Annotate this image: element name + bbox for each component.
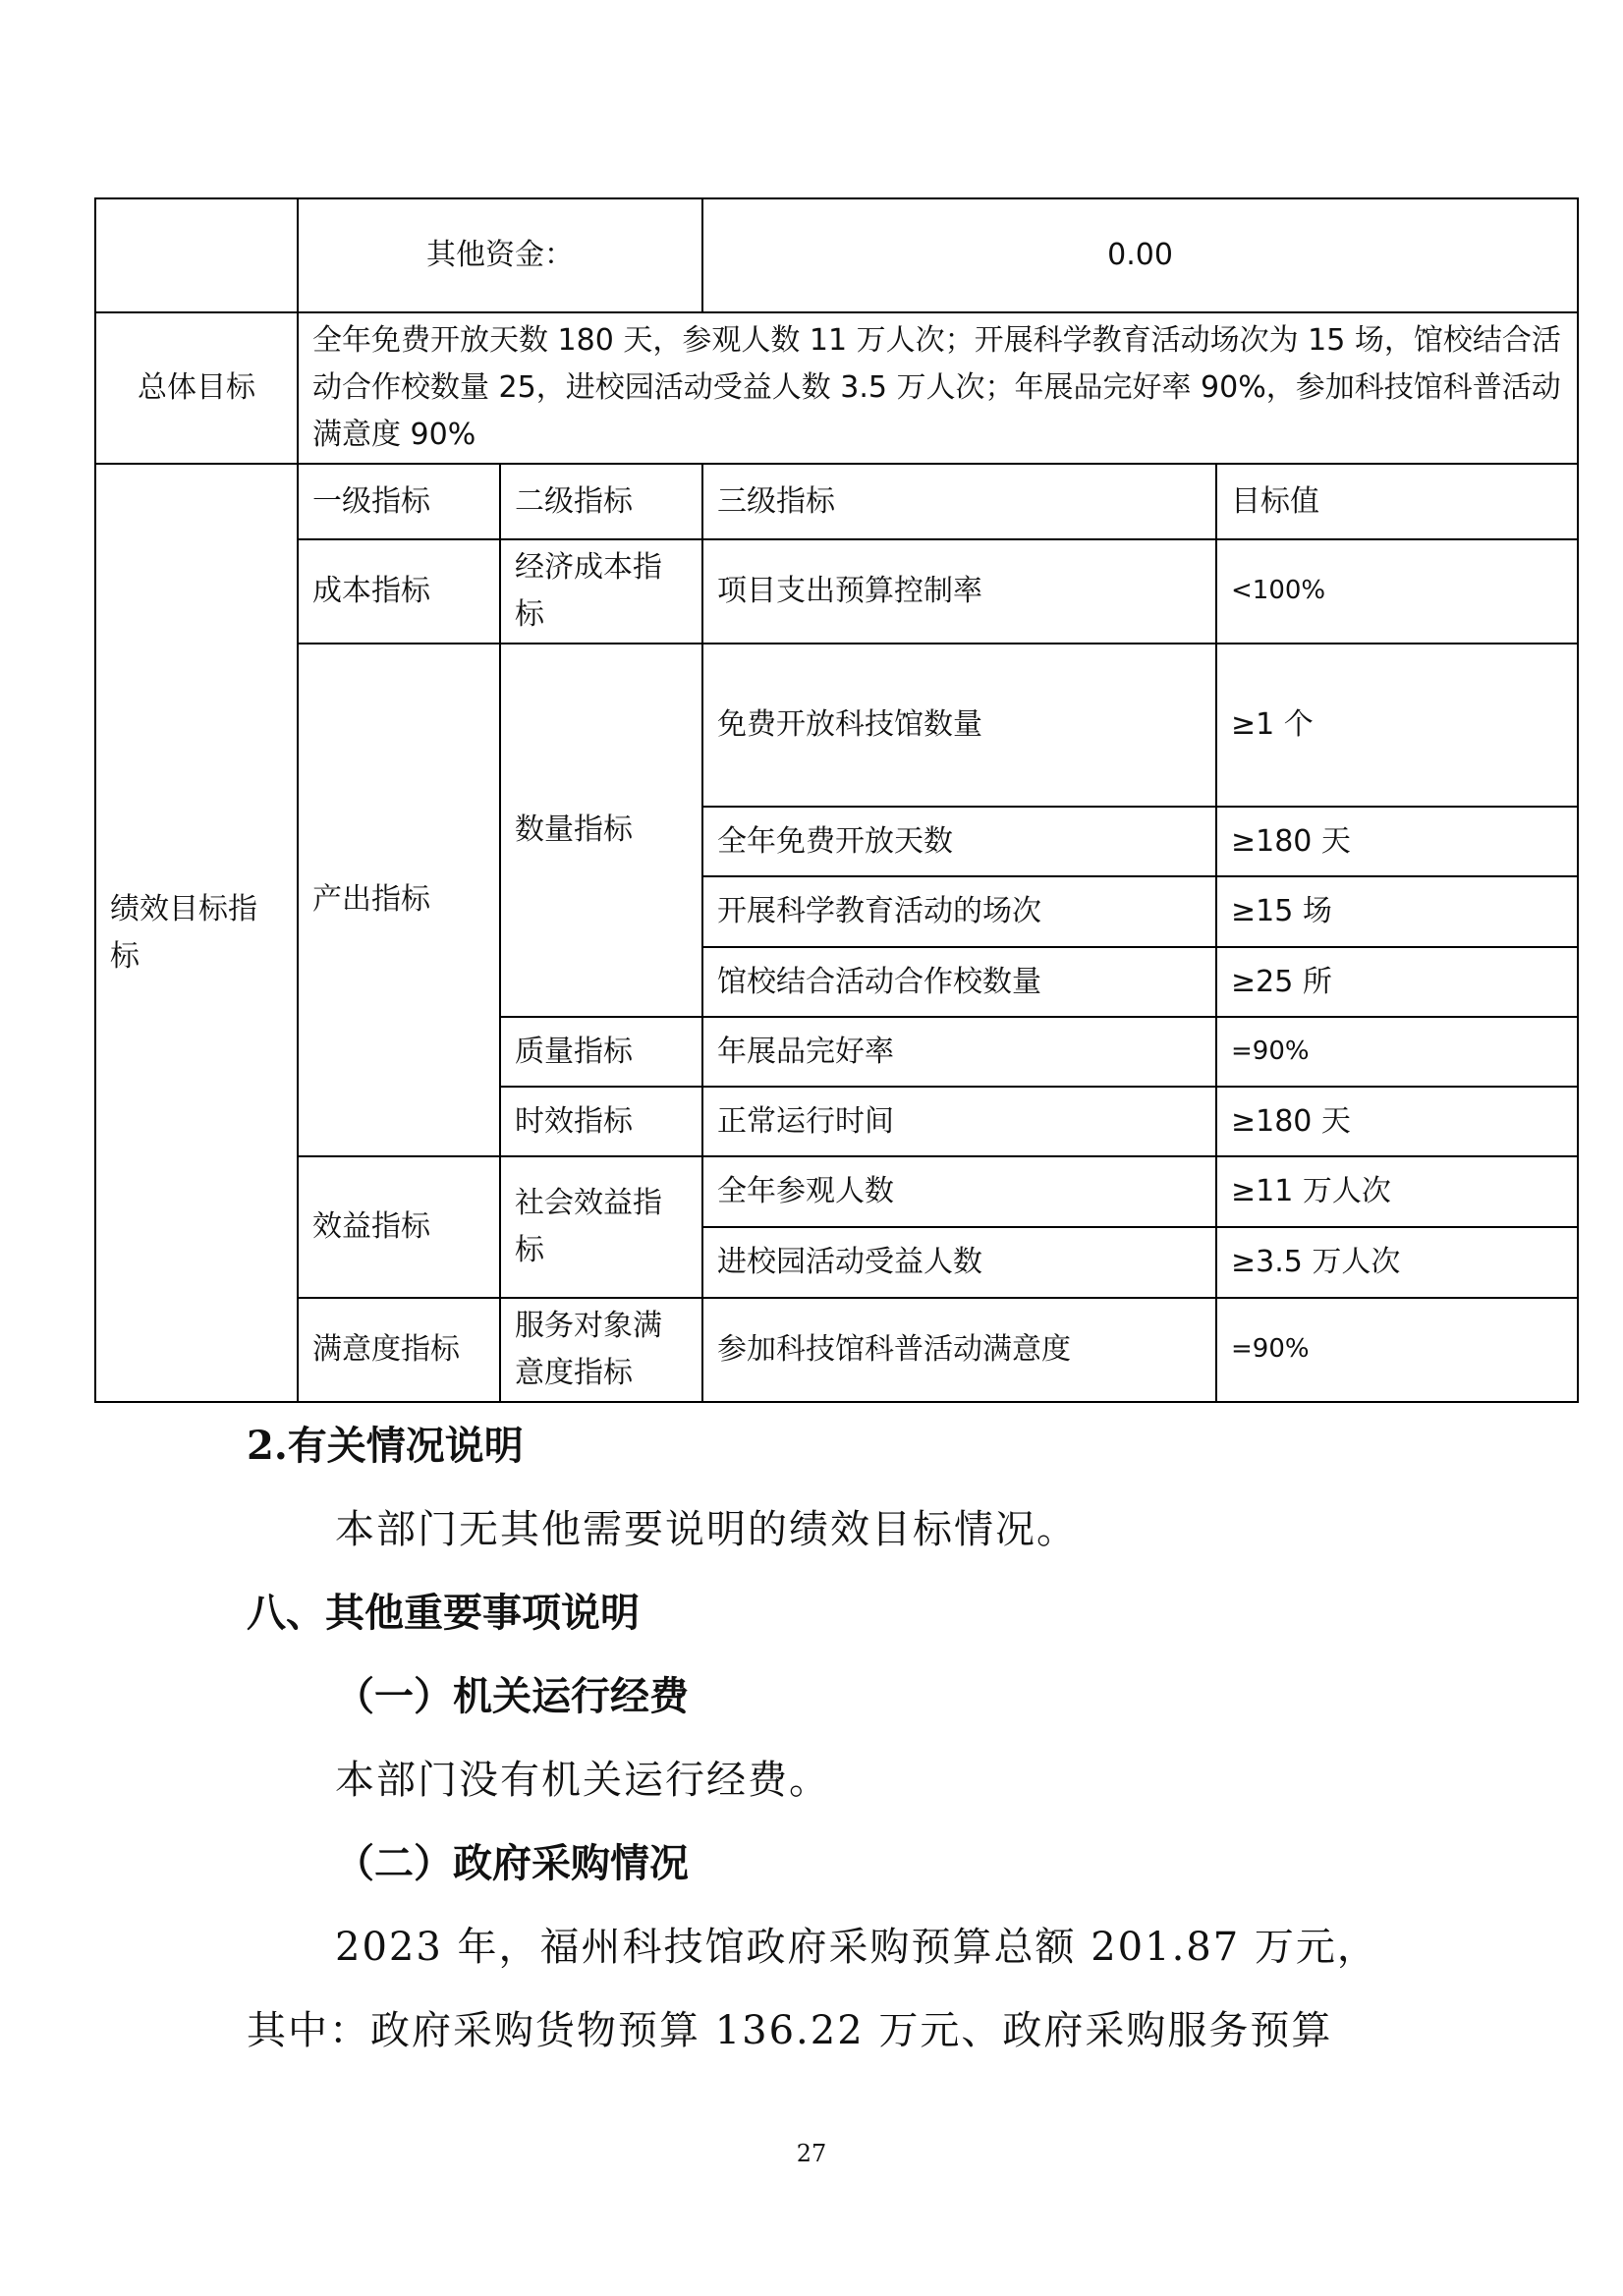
output-level1: 产出指标 <box>298 644 500 1156</box>
table-row-indicator: 开展科学教育活动的场次 <box>702 876 1216 947</box>
satisfaction-level2: 服务对象满意度指标 <box>500 1298 702 1402</box>
other-funds-value: 0.00 <box>702 198 1578 312</box>
header-level3: 三级指标 <box>702 464 1216 539</box>
subsection-2-heading: （二）政府采购情况 <box>335 1840 689 1886</box>
table-row-target: =90% <box>1216 1017 1578 1087</box>
table-row-target: ≥15 场 <box>1216 876 1578 947</box>
cost-level2: 经济成本指标 <box>500 539 702 644</box>
overall-goal-label: 总体目标 <box>95 312 298 464</box>
table-row-indicator: 项目支出预算控制率 <box>702 539 1216 644</box>
overall-goal-text: 全年免费开放天数 180 天，参观人数 11 万人次；开展科学教育活动场次为 15 场，馆校结合活动合作校数量 25，进校园活动受益人数 3.5 万人次；年展品完好率 90%，参加科技馆科普活动满意度 90% <box>298 312 1578 464</box>
subsection-2-body-line2: 其中：政府采购货物预算 136.22 万元、政府采购服务预算 <box>247 2008 1333 2053</box>
timeliness-level2: 时效指标 <box>500 1087 702 1156</box>
table-row-indicator: 年展品完好率 <box>702 1017 1216 1087</box>
table-row-indicator: 正常运行时间 <box>702 1087 1216 1156</box>
table-row-indicator: 进校园活动受益人数 <box>702 1227 1216 1298</box>
table-row-indicator: 全年参观人数 <box>702 1156 1216 1227</box>
empty-label-cell <box>95 198 298 312</box>
subsection-2-body-line1: 2023 年，福州科技馆政府采购预算总额 201.87 万元， <box>335 1925 1378 1970</box>
table-row-indicator: 馆校结合活动合作校数量 <box>702 947 1216 1017</box>
header-level1: 一级指标 <box>298 464 500 539</box>
table-row-indicator: 全年免费开放天数 <box>702 807 1216 876</box>
benefit-level2: 社会效益指标 <box>500 1156 702 1298</box>
table-row-target: ≥180 天 <box>1216 807 1578 876</box>
table-row-target: =90% <box>1216 1298 1578 1402</box>
table-row-target: ≥180 天 <box>1216 1087 1578 1156</box>
satisfaction-level1: 满意度指标 <box>298 1298 500 1402</box>
subsection-1-body: 本部门没有机关运行经费。 <box>335 1758 830 1803</box>
section-2-heading: 2.有关情况说明 <box>247 1423 524 1469</box>
subsection-1-heading: （一）机关运行经费 <box>335 1673 689 1719</box>
header-target: 目标值 <box>1216 464 1578 539</box>
table-row-indicator: 免费开放科技馆数量 <box>702 644 1216 807</box>
benefit-level1: 效益指标 <box>298 1156 500 1298</box>
performance-goals-table <box>94 197 1579 1403</box>
other-funds-label: 其他资金： <box>298 198 702 312</box>
page-number: 27 <box>796 2140 827 2167</box>
quality-level2: 质量指标 <box>500 1017 702 1087</box>
table-row-target: ≥25 所 <box>1216 947 1578 1017</box>
cost-level1: 成本指标 <box>298 539 500 644</box>
quantity-level2: 数量指标 <box>500 644 702 1017</box>
section-2-body: 本部门无其他需要说明的绩效目标情况。 <box>335 1507 1078 1552</box>
table-row-indicator: 参加科技馆科普活动满意度 <box>702 1298 1216 1402</box>
section-8-heading: 八、其他重要事项说明 <box>247 1590 640 1636</box>
table-row-target: ≥3.5 万人次 <box>1216 1227 1578 1298</box>
table-row-target: <100% <box>1216 539 1578 644</box>
table-row-target: ≥1 个 <box>1216 644 1578 807</box>
performance-indicator-label: 绩效目标指标 <box>95 464 298 1402</box>
header-level2: 二级指标 <box>500 464 702 539</box>
table-row-target: ≥11 万人次 <box>1216 1156 1578 1227</box>
